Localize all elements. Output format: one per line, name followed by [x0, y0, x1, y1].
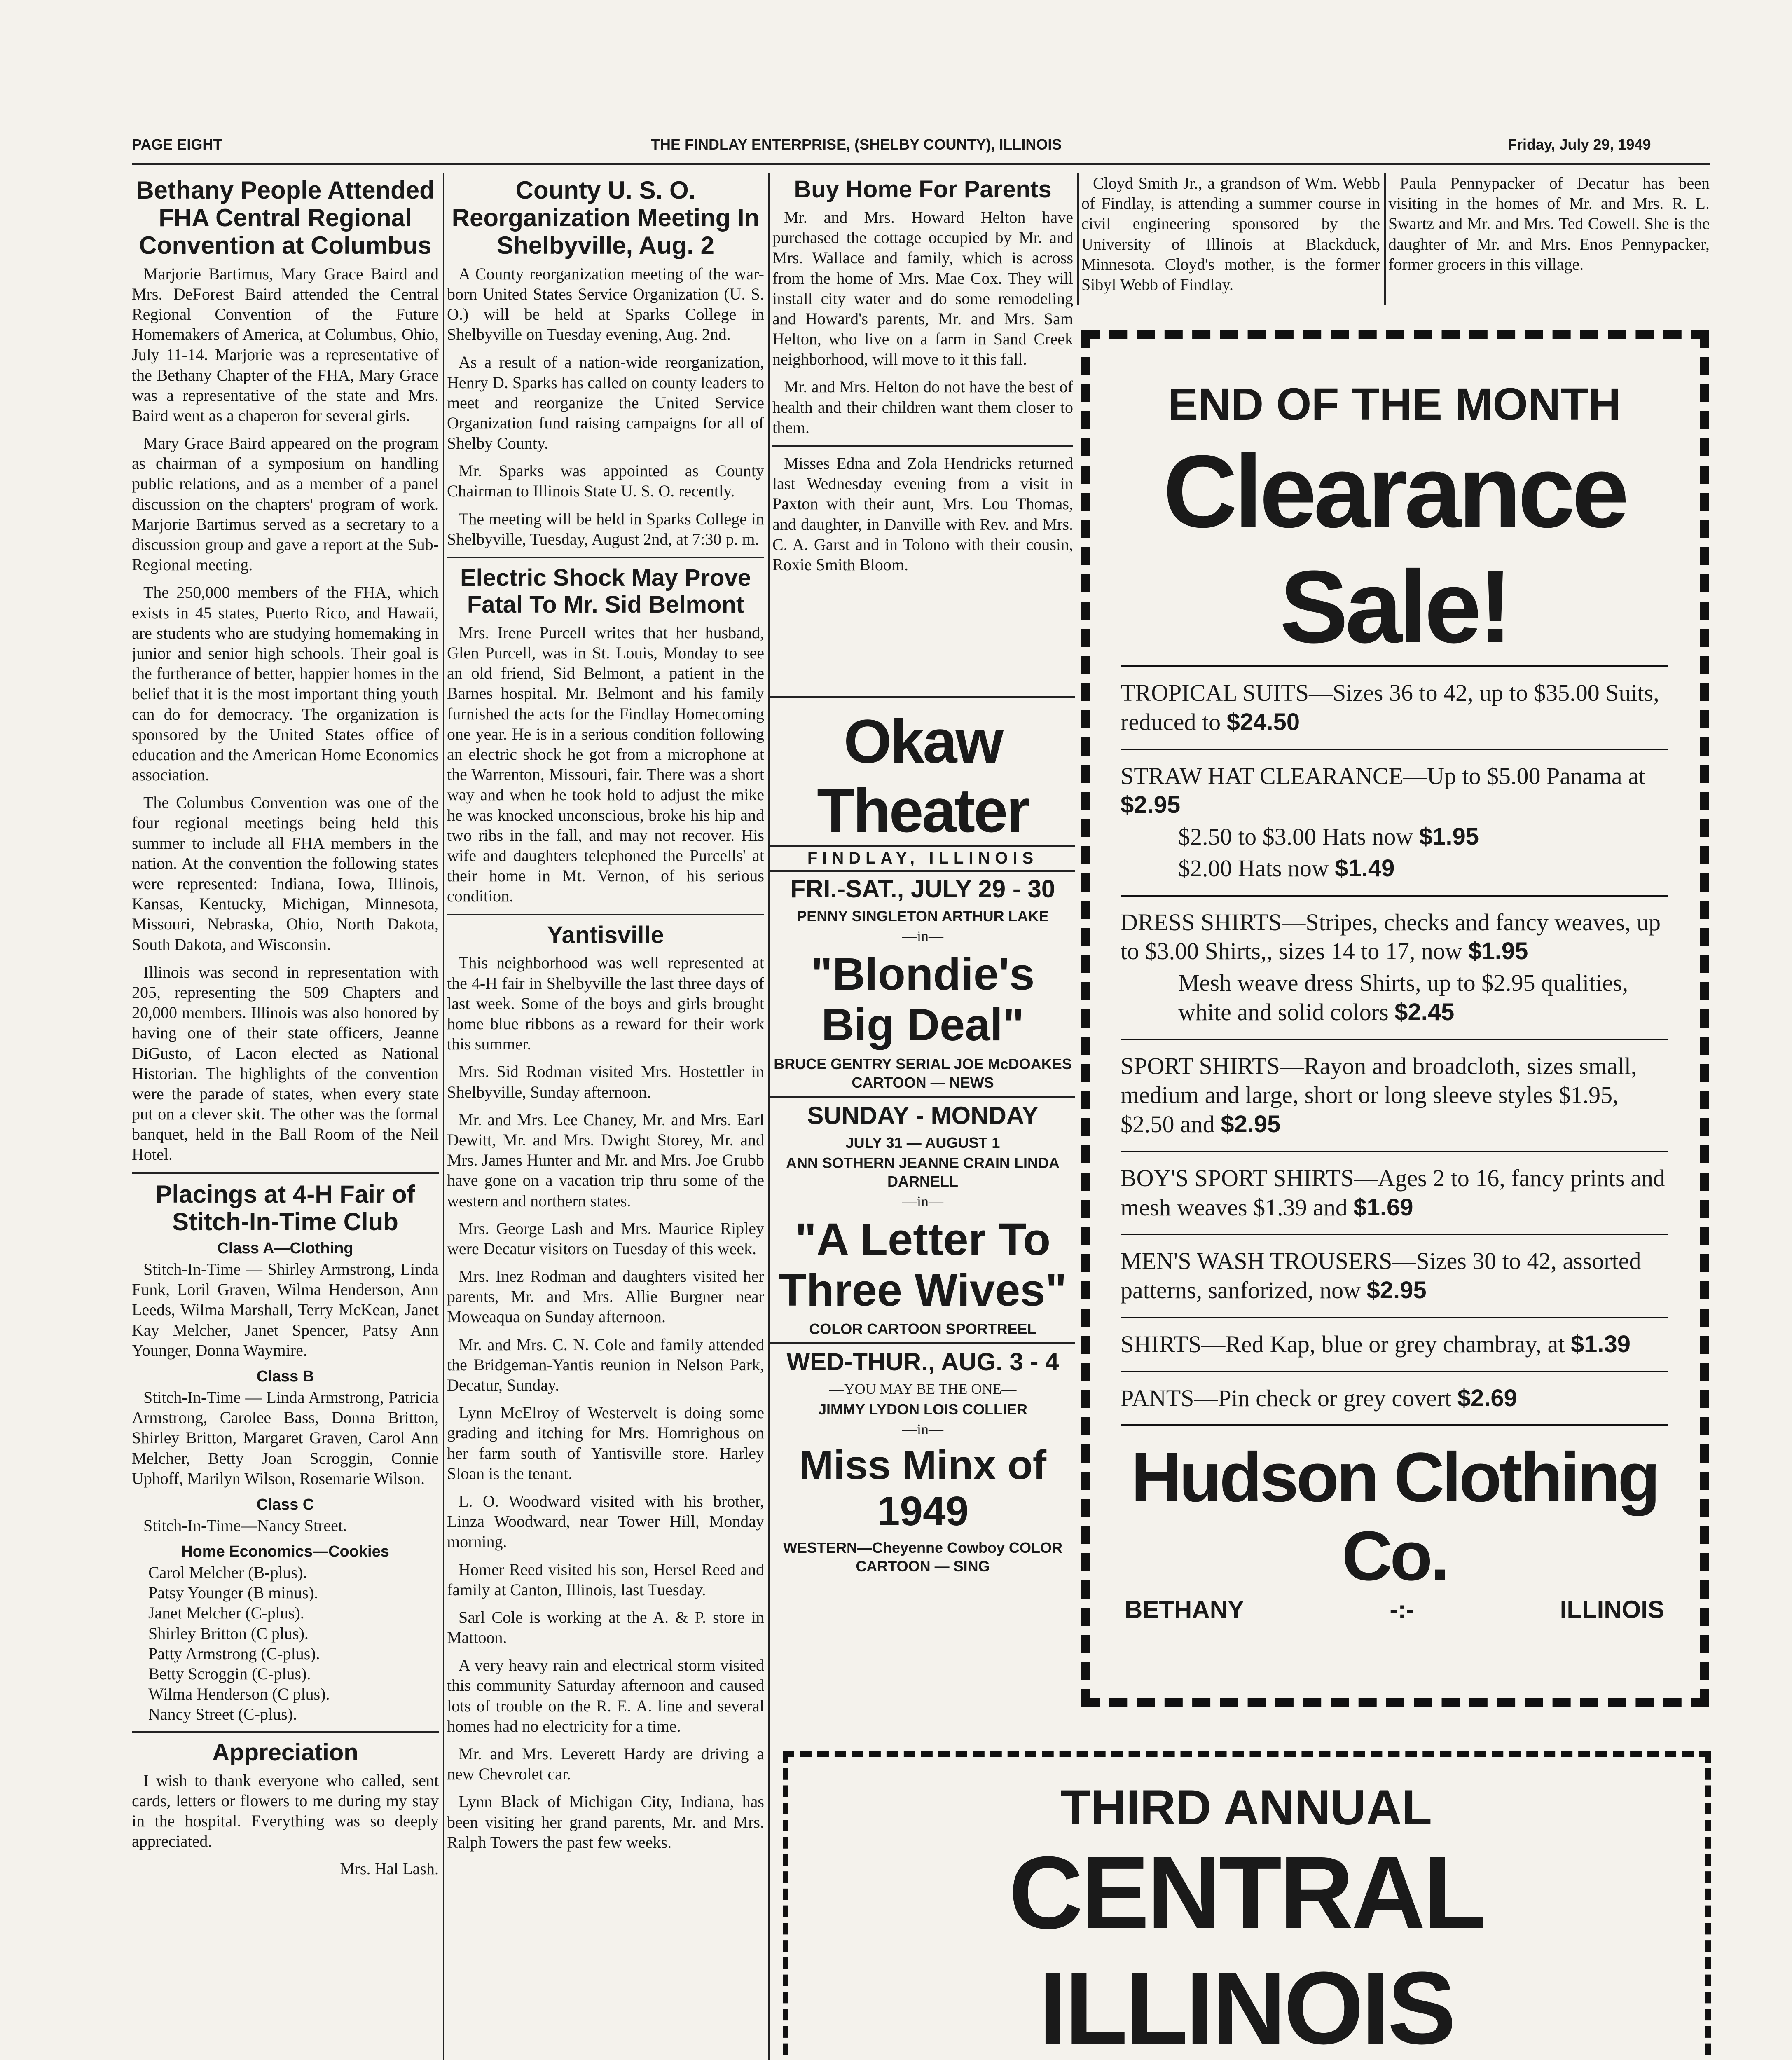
item-price: $2.95: [1121, 791, 1181, 819]
cloyd-paragraph: Cloyd Smith Jr., a grandson of Wm. Webb of Findlay, is attending a summer course in civil engineering sponsored by the University of Illinois at Blackduck, Minnesota. Cloyd's mother, is the former Sibyl Webb of Findlay.: [1081, 174, 1380, 294]
uso-paragraph: As a result of a nation-wide reorganization, Henry D. Sparks has called on county leaders to meet and reorganize the United Service Organization fund raising campaigns for all of Shelby County.: [447, 353, 764, 453]
parents-headline: Buy Home For Parents: [794, 176, 1052, 203]
program-title: Miss Minx of 1949: [799, 1442, 1047, 1535]
cookies-title: Home Economics—Cookies: [181, 1543, 389, 1561]
item-desc: $2.00 Hats now: [1178, 854, 1329, 882]
okaw-title: Okaw Theater: [817, 707, 1029, 845]
yantisville-paragraph: Lynn Black of Michigan City, Indiana, has been visiting her grand parents, Mr. and Mrs. Ralph Towers the past few weeks.: [447, 1792, 764, 1852]
class-c-title: Class C: [256, 1496, 314, 1513]
yantisville-paragraph: Sarl Cole is working at the A. & P. store in Mattoon.: [447, 1608, 764, 1647]
yantisville-paragraph: Mr. and Mrs. Lee Chaney, Mr. and Mrs. Earl Dewitt, Mr. and Mrs. Dwight Storey, Mr. and Mrs. James Hunter and Mr. and Mrs. Joe Grubb have gone on a vacation trip thru some of the western and northern states.: [447, 1110, 764, 1210]
item-desc: DRESS SHIRTS—Stripes, checks and fancy weaves, up to $3.00 Shirts,, sizes 14 to 17, now: [1121, 908, 1661, 965]
clearance-headline: Clearance Sale!: [1121, 434, 1668, 667]
item-desc: $2.50 to $3.00 Hats now: [1178, 823, 1413, 850]
program-dates: WED-THUR., AUG. 3 - 4: [786, 1348, 1059, 1376]
item-desc: TROPICAL SUITS—Sizes 36 to 42, up to $35.00 Suits, reduced to: [1121, 679, 1659, 735]
cookie-placing: Betty Scroggin (C-plus).: [148, 1664, 311, 1683]
class-a-list: Stitch-In-Time — Shirley Armstrong, Linda Funk, Loril Graven, Wilma Henderson, Ann Leeds, Wilma Marshall, Terry McKean, Janet Kay Melcher, Janet Spencer, Patsy Ann Younger, Donna Waymire.: [132, 1260, 439, 1360]
fair-headline: Placings at 4-H Fair of Stitch-In-Time Club: [155, 1180, 415, 1236]
hudson-state: ILLINOIS: [1560, 1596, 1664, 1624]
shock-headline: Electric Shock May Prove Fatal To Mr. Sid Belmont: [460, 564, 751, 618]
cloyd-item: [1081, 173, 1380, 305]
uso-paragraph: A County reorganization meeting of the war-born United States Service Organization (U. S. O.) will be held at Sparks College in Shelbyville on Tuesday evening, Aug. 2nd.: [447, 264, 764, 344]
item-desc: MEN'S WASH TROUSERS—Sizes 30 to 42, assorted patterns, sanforized, now: [1121, 1248, 1641, 1304]
appreciation-signature: Mrs. Hal Lash.: [340, 1859, 439, 1878]
yantisville-paragraph: Mr. and Mrs. Leverett Hardy are driving a new Chevrolet car.: [447, 1744, 764, 1784]
item-desc: PANTS—Pin check or grey covert: [1121, 1384, 1452, 1412]
in-label: —in—: [902, 928, 943, 945]
parents-paragraph: Mr. and Mrs. Howard Helton have purchased the cottage occupied by Mr. and Mrs. Wallace and family, which is across from the home of Mrs. Mae Cox. They will install city water and do some remodeling and Howard's parents, Mr. and Mrs. Sam Helton, who live on a farm in Sand Creek neighborhood, will move to it this fall.: [772, 208, 1073, 369]
dairy-show-ad: [803, 1772, 1689, 2060]
item-desc: STRAW HAT CLEARANCE—Up to $5.00 Panama at: [1121, 762, 1645, 789]
item-price: $24.50: [1226, 708, 1300, 735]
item-price: $2.95: [1366, 1277, 1427, 1304]
fha-headline: Bethany People Attended FHA Central Regional Convention at Columbus: [136, 176, 435, 260]
item-desc: SHIRTS—Red Kap, blue or grey chambray, at: [1121, 1330, 1565, 1358]
masthead-rule: [132, 163, 1710, 165]
class-a-title: Class A—Clothing: [217, 1240, 353, 1257]
page-number: PAGE EIGHT: [132, 136, 222, 153]
item-desc: BOY'S SPORT SHIRTS—Ages 2 to 16, fancy prints and mesh weaves $1.39 and: [1121, 1164, 1665, 1221]
hudson-name: Hudson Clothing Co.: [1131, 1438, 1658, 1595]
fha-paragraph: The Columbus Convention was one of the four regional meetings being held this summer to include all FHA members in the nation. At the convention the following states were represented: Indiana, Iowa, Illinois, Kansas, Kentucky, Michigan, Minnesota, Missouri, Nebraska, Ohio, North Dakota, South Dakota, and Wisconsin.: [132, 793, 439, 954]
item-desc: SPORT SHIRTS—Rayon and broadcloth, sizes small, medium and large, short or long sleeve styles $1.95, $2.50 and: [1121, 1052, 1637, 1138]
program-cast: PENNY SINGLETON ARTHUR LAKE: [797, 908, 1049, 925]
program-title: "Blondie's Big Deal": [811, 949, 1035, 1051]
item-price: $2.95: [1221, 1111, 1281, 1138]
item-price: $1.69: [1353, 1194, 1413, 1221]
appreciation-headline: Appreciation: [212, 1739, 358, 1766]
yantisville-paragraph: A very heavy rain and electrical storm visited this community Saturday afternoon and caused lots of trouble on the R. E. A. line and several homes had no electricity for a time.: [447, 1656, 764, 1735]
program-dates: SUNDAY - MONDAY: [807, 1101, 1039, 1129]
yantisville-paragraph: This neighborhood was well represented at the 4-H fair in Shelbyville the last three days of last week. Some of the boys and girls brought home blue ribbons as a reward for their work this summer.: [447, 953, 764, 1053]
issue-date: Friday, July 29, 1949: [1508, 136, 1651, 153]
yantisville-paragraph: Mrs. Inez Rodman and daughters visited her parents, Mr. and Mrs. Allie Burgner near Moweaqua on Sunday afternoon.: [447, 1267, 764, 1326]
item-price: $1.49: [1335, 854, 1395, 882]
okaw-theater-ad: [770, 696, 1075, 1708]
item-price: $1.39: [1570, 1330, 1631, 1358]
item-price: $1.95: [1468, 938, 1528, 965]
program-extras: COLOR CARTOON SPORTREEL: [809, 1320, 1036, 1338]
uso-paragraph: Mr. Sparks was appointed as County Chairman to Illinois State U. S. O. recently.: [447, 461, 764, 501]
end-of-month: END OF THE MONTH: [1168, 379, 1621, 430]
okaw-location: FINDLAY, ILLINOIS: [770, 845, 1075, 872]
yantisville-paragraph: Mr. and Mrs. C. N. Cole and family attended the Bridgeman-Yantis reunion in Nelson Park, Decatur, Sunday.: [447, 1335, 764, 1395]
newspaper-name: THE FINDLAY ENTERPRISE, (SHELBY COUNTY), ILLINOIS: [651, 136, 1062, 153]
program-cast: JIMMY LYDON LOIS COLLIER: [818, 1401, 1028, 1418]
hudson-separator: -:-: [1390, 1596, 1415, 1624]
fha-paragraph: Marjorie Bartimus, Mary Grace Baird and Mrs. DeForest Baird attended the Central Regional Convention of the Future Homemakers of America, at Columbus, Ohio, July 11-14. Marjorie was a representative of the Bethany Chapter of the FHA, Mary Grace was a representative of the state and Mrs. Baird went as a chaperon for several girls.: [132, 264, 439, 425]
hendricks-paragraph: Misses Edna and Zola Hendricks returned last Wednesday evening from a visit in Paxton with their aunt, Mrs. Lou Thomas, and daughter, in Danville with Rev. and Mrs. C. A. Garst and in Tolono with their cousin, Roxie Smith Bloom.: [772, 454, 1073, 574]
in-label: —in—: [902, 1193, 943, 1210]
column-rule: [443, 173, 444, 2060]
cookie-placing: Shirley Britton (C plus).: [148, 1624, 309, 1643]
program-title: "A Letter To Three Wives": [779, 1214, 1067, 1316]
column-rule: [768, 173, 770, 2060]
class-b-title: Class B: [256, 1367, 314, 1385]
column-2: [447, 173, 764, 2060]
column-rule: [1384, 173, 1386, 305]
cookie-placing: Patty Armstrong (C-plus).: [148, 1644, 320, 1663]
paula-paragraph: Paula Pennypacker of Decatur has been visiting in the homes of Mr. and Mrs. R. L. Swartz and Mr. and Mrs. Ted Cowell. She is the daughter of Mr. and Mrs. Enos Pennypacker, former grocers in this village.: [1388, 174, 1710, 274]
shock-paragraph: Mrs. Irene Purcell writes that her husband, Glen Purcell, was in St. Louis, Monday to see an old friend, Sid Belmont, a patient in the Barnes hospital. Mr. Belmont and his family furnished the acts for the Findlay Homecoming one year. He is in a serious condition following an electric shock he got from a microphone at the Warrenton, Missouri, fair. There was a short way and when he took hold to adjust the mike he was knocked unconscious, broke his hip and two ribs in the fall, and may not recover. His wife and daughters telephoned the Purcells' at their home in Mt. Vernon, of his serious condition.: [447, 623, 764, 906]
paula-item: [1388, 173, 1710, 305]
sale-items: [1121, 679, 1668, 1426]
program-dates: FRI.-SAT., JULY 29 - 30: [790, 875, 1055, 903]
program-subdates: JULY 31 — AUGUST 1: [845, 1134, 1000, 1151]
item-price: $2.69: [1457, 1384, 1517, 1412]
program-extras: BRUCE GENTRY SERIAL JOE McDOAKES CARTOON — NEWS: [774, 1055, 1072, 1091]
cookie-placing: Wilma Henderson (C plus).: [148, 1685, 330, 1704]
yantisville-paragraph: Mrs. George Lash and Mrs. Maurice Ripley were Decatur visitors on Tuesday of this week.: [447, 1219, 764, 1258]
yantisville-paragraph: Mrs. Sid Rodman visited Mrs. Hostettler in Shelbyville, Sunday afternoon.: [447, 1062, 764, 1101]
yantisville-paragraph: L. O. Woodward visited with his brother, Linza Woodward, near Tower Hill, Monday morning.: [447, 1491, 764, 1551]
cookie-placing: Carol Melcher (B-plus).: [148, 1563, 307, 1582]
class-c-line: Stitch-In-Time—Nancy Street.: [143, 1516, 347, 1535]
third-annual: THIRD ANNUAL: [1060, 1780, 1432, 1835]
column-1: [132, 173, 439, 2060]
uso-headline: County U. S. O. Reorganization Meeting In Shelbyville, Aug. 2: [452, 176, 760, 260]
fha-paragraph: The 250,000 members of the FHA, which exists in 45 states, Puerto Rico, and Hawaii, are students who are studying homemaking in junior and senior high schools. Their goal is the furtherance of better, happier homes in the belief that it is the most important thing youth can do for democracy. The organization is sponsored by the United States office of education and the American Home Economics association.: [132, 583, 439, 784]
cookie-placing: Patsy Younger (B minus).: [148, 1583, 318, 1602]
cookie-placing: Nancy Street (C-plus).: [148, 1705, 297, 1724]
column-3: [772, 173, 1073, 692]
parents-paragraph: Mr. and Mrs. Helton do not have the best of health and their children want them closer to them.: [772, 377, 1073, 437]
uso-paragraph: The meeting will be held in Sparks College in Shelbyville, Tuesday, August 2nd, at 7:30 p. m.: [447, 509, 764, 548]
cookie-placing: Janet Melcher (C-plus).: [148, 1604, 304, 1622]
yantisville-paragraph: Homer Reed visited his son, Hersel Reed and family at Canton, Illinois, last Tuesday.: [447, 1560, 764, 1599]
program-extras: WESTERN—Cheyenne Cowboy COLOR CARTOON — SING: [783, 1539, 1063, 1575]
in-label: —in—: [902, 1421, 943, 1438]
yantisville-paragraph: Lynn McElroy of Westervelt is doing some grading and itching for Mrs. Homrighous on her farm south of Yantisville store. Harley Sloan is the tenant.: [447, 1403, 764, 1483]
program-cast: ANN SOTHERN JEANNE CRAIN LINDA DARNELL: [786, 1154, 1060, 1190]
item-price: $2.45: [1394, 998, 1455, 1025]
fha-paragraph: Illinois was second in representation with 205, representing the 509 Chapters and 20,000 members. Illinois was also honored by having one of their state officers, Jeanne DiGusto, of Lacon elected as National Historian. The highlights of the convention were the parade of states, when every state put on a clever skit. The other was the formal banquet, held in the Ball Room of the Neil Hotel.: [132, 962, 439, 1164]
item-desc: Mesh weave dress Shirts, up to $2.95 qualities, white and solid colors: [1178, 969, 1628, 1025]
hudson-clearance-ad: [1121, 371, 1668, 1664]
program-tagline: —YOU MAY BE THE ONE—: [829, 1381, 1017, 1398]
fha-paragraph: Mary Grace Baird appeared on the program as chairman of a symposium on handling public relations, and as a member of a panel discussion on the chapters' program of work. Marjorie Bartimus served as a secretary to a discussion group and gave a report at the Sub-Regional meeting.: [132, 434, 439, 574]
class-b-list: Stitch-In-Time — Linda Armstrong, Patricia Armstrong, Carolee Bass, Donna Britton, Shirley Britton, Margaret Graven, Carol Ann Melcher, Betty Joan Scroggin, Connie Uphoff, Marilyn Wilson, Rosemarie Wilson.: [132, 1388, 439, 1488]
item-price: $1.95: [1419, 823, 1479, 850]
yantisville-headline: Yantisville: [547, 921, 664, 948]
central-illinois: CENTRAL ILLINOIS: [1008, 1835, 1484, 2060]
hudson-city: BETHANY: [1125, 1596, 1245, 1624]
column-rule: [1077, 173, 1079, 305]
appreciation-text: I wish to thank everyone who called, sent cards, letters or flowers to me during my stay in the hospital. Everything was so deeply appreciated.: [132, 1771, 439, 1851]
